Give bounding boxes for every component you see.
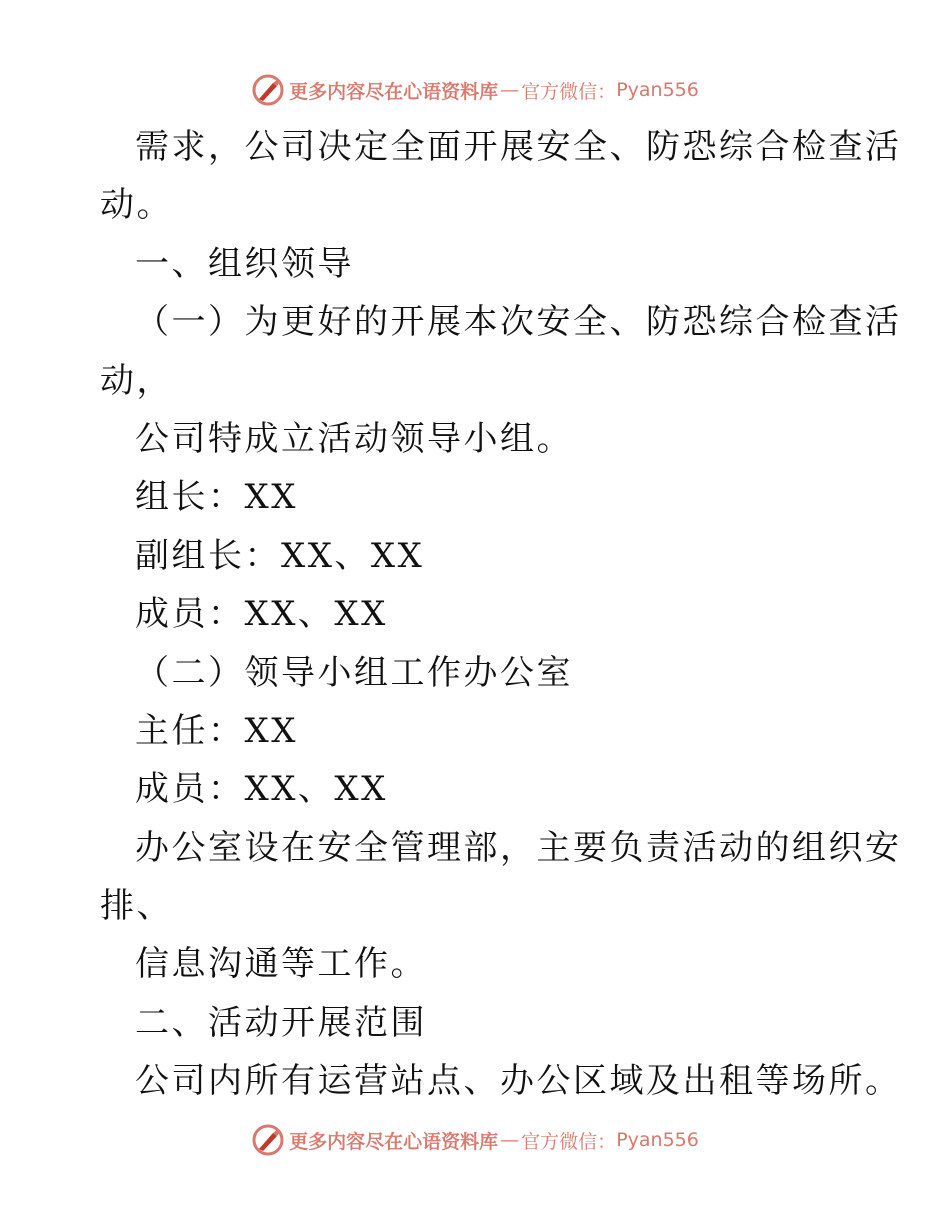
paragraph-line: 动，	[100, 360, 173, 401]
paragraph-line: 办公室设在安全管理部，主要负责活动的组织安	[135, 827, 902, 868]
paragraph-line: 公司内所有运营站点、办公区域及出租等场所。	[135, 1061, 902, 1102]
section-heading: 一、组织领导	[135, 243, 354, 284]
section-heading: 二、活动开展范围	[135, 1002, 427, 1043]
document-body	[100, 118, 902, 1111]
paragraph-line: 副组长：XX、XX	[135, 535, 425, 576]
paragraph-line: 需求，公司决定全面开展安全、防恐综合检查活	[135, 127, 902, 167]
paragraph-line: 公司特成立活动领导小组。	[135, 418, 573, 459]
watermark-official: 官方微信：	[521, 80, 617, 103]
pen-logo-icon	[251, 73, 285, 107]
watermark-brand: 更多内容尽在心语资料库	[289, 80, 499, 103]
watermark-wechat-id: Pyan556	[616, 79, 699, 101]
paragraph-line: 成员：XX、XX	[135, 594, 388, 635]
footer-watermark	[0, 1122, 950, 1158]
paragraph-line: （一）为更好的开展本次安全、防恐综合检查活	[135, 302, 902, 343]
watermark-separator: —	[500, 1129, 520, 1151]
paragraph-line: 成员：XX、XX	[135, 769, 388, 810]
paragraph-line: 动。	[100, 185, 173, 226]
paragraph-line: 主任：XX	[135, 710, 298, 751]
paragraph-line: （二）领导小组工作办公室	[135, 652, 573, 693]
pen-logo-icon	[251, 1123, 285, 1157]
watermark-separator: —	[500, 79, 520, 101]
watermark-brand: 更多内容尽在心语资料库	[289, 1130, 499, 1153]
paragraph-line: 排、	[100, 886, 173, 927]
paragraph-line: 信息沟通等工作。	[135, 944, 427, 985]
watermark-wechat-id: Pyan556	[616, 1129, 699, 1151]
header-watermark	[0, 72, 950, 108]
paragraph-line: 组长：XX	[135, 477, 298, 518]
watermark-official: 官方微信：	[521, 1130, 617, 1153]
